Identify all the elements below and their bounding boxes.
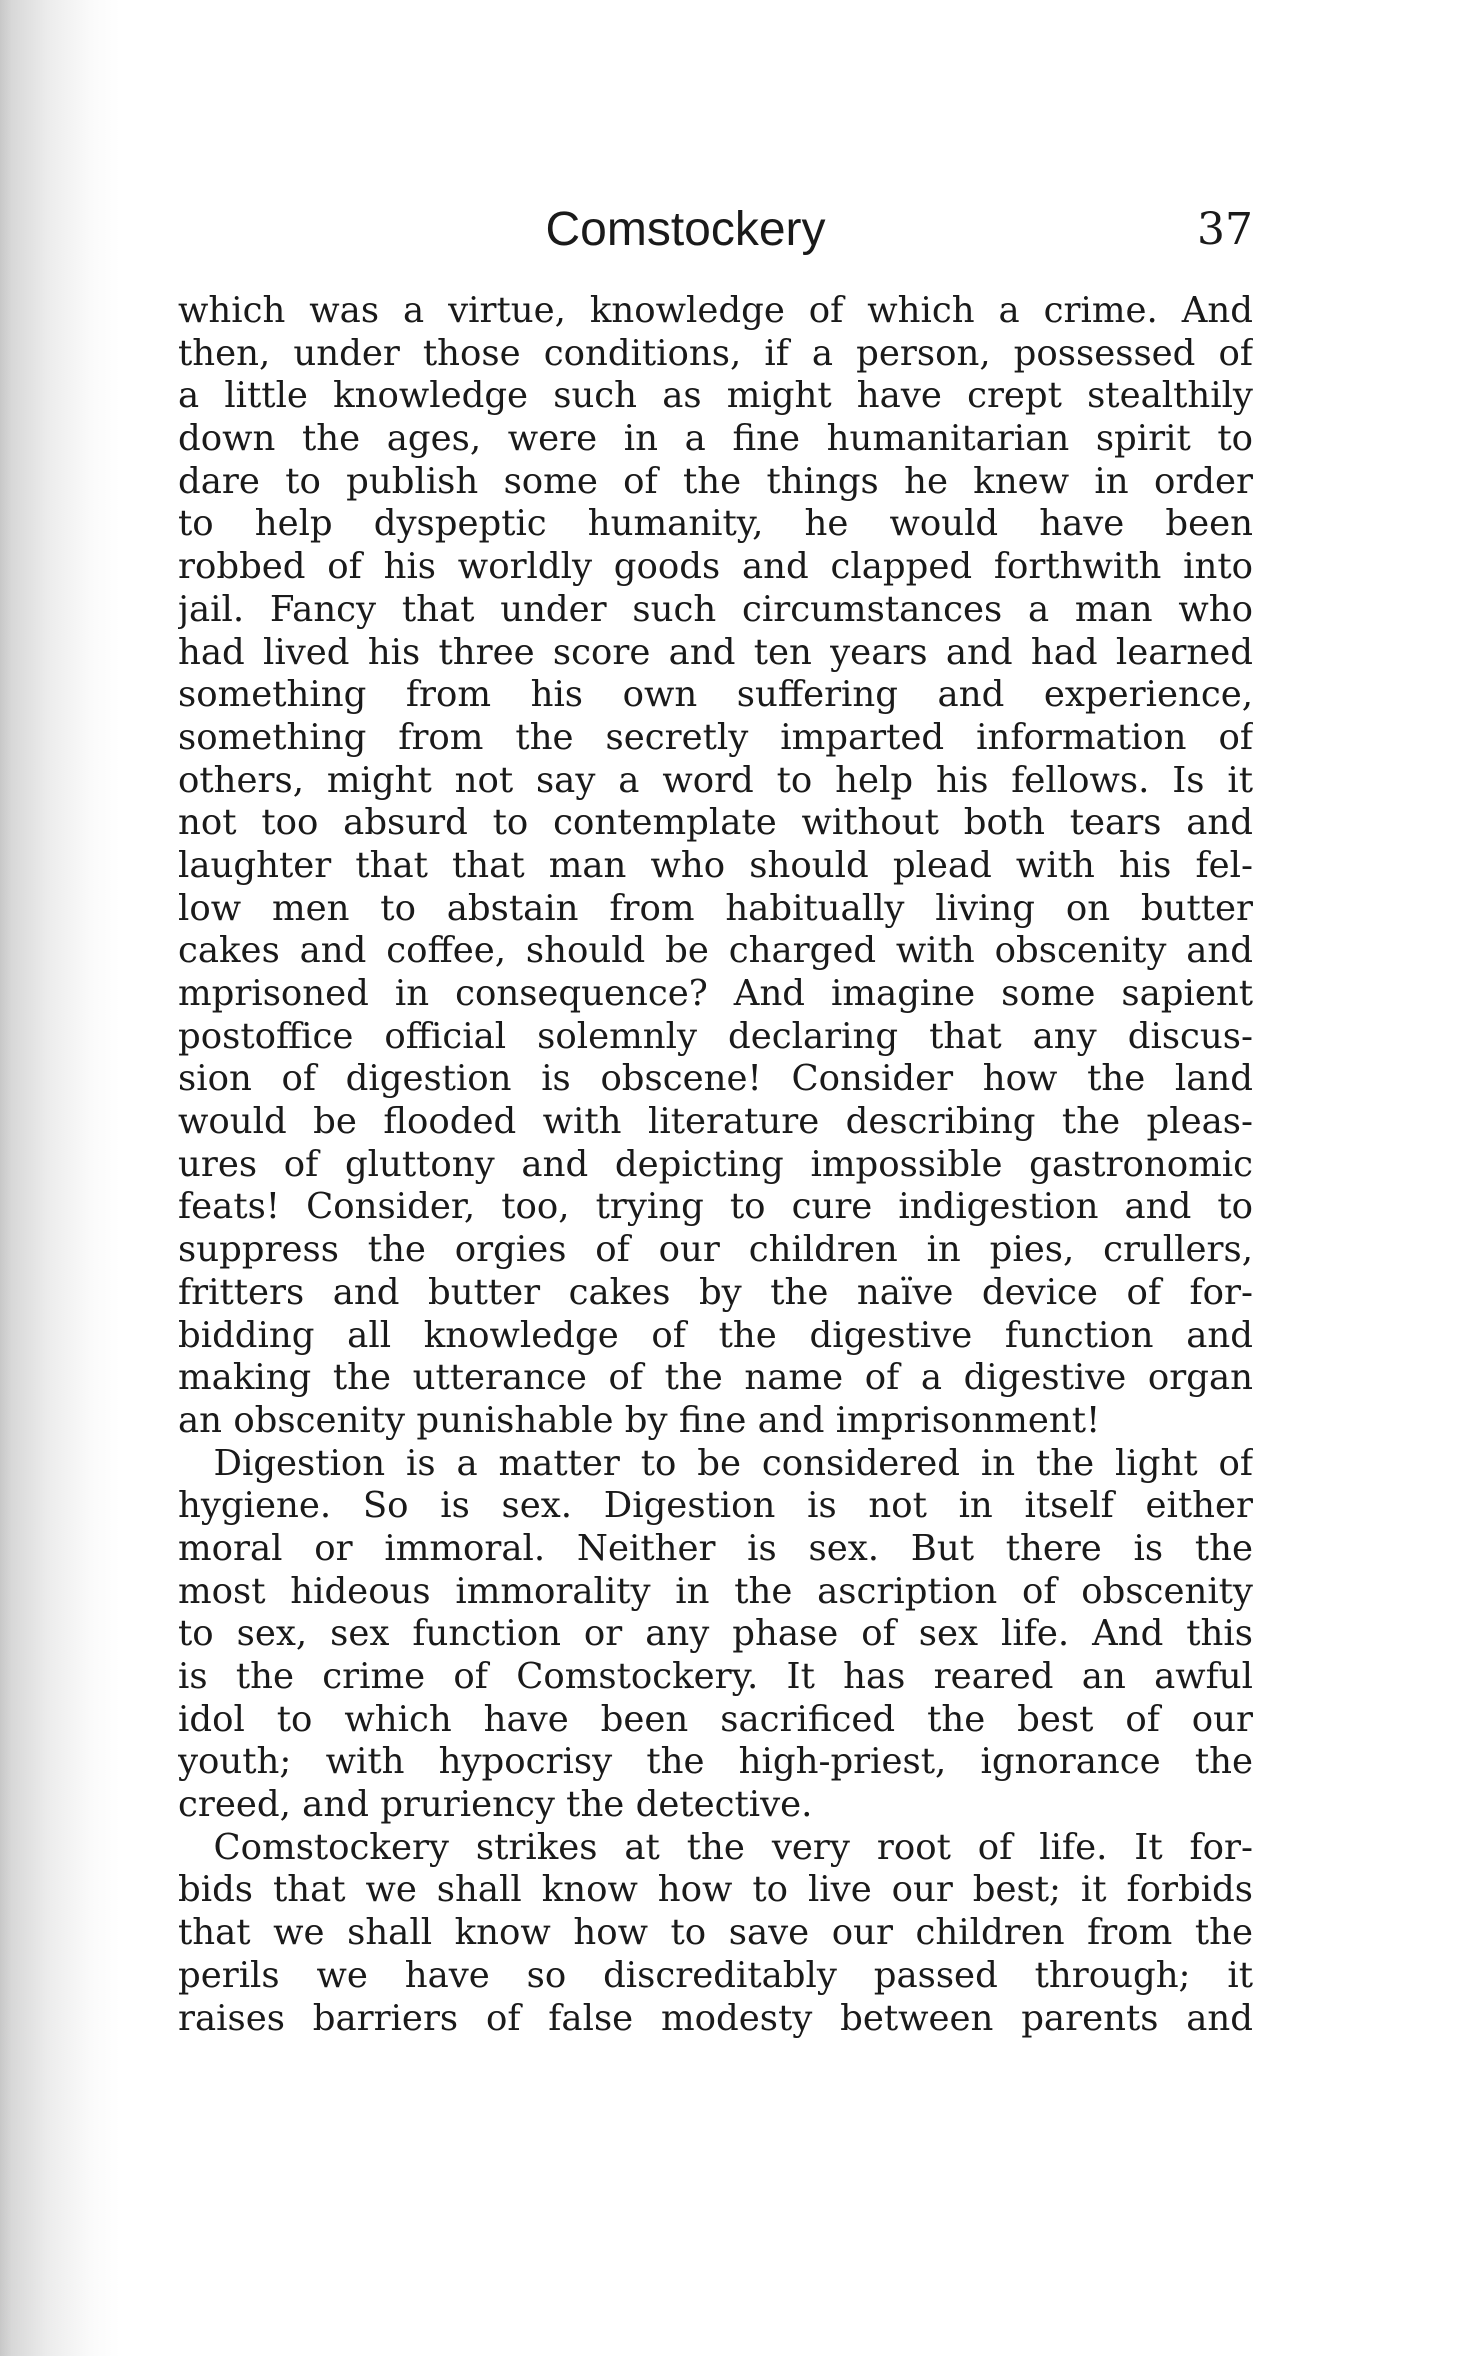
body-text (178, 290, 1253, 2040)
text-line: sion of digestion is obscene! Consider how the land (178, 1058, 1253, 1100)
text-line: to help dyspeptic humanity, he would have been (178, 503, 1253, 545)
text-line: perils we have so discreditably passed through; it (178, 1954, 1253, 1996)
text-line: jail. Fancy that under such circumstances a man who (178, 588, 1253, 630)
running-title: Comstockery (545, 203, 826, 256)
text-line: mprisoned in consequence? And imagine some sapient (178, 973, 1253, 1014)
text-line: raises barriers of false modesty between parents and (178, 1997, 1253, 2039)
text-line: something from his own suffering and experience, (178, 674, 1253, 716)
text-line: making the utterance of the name of a digestive organ (178, 1357, 1253, 1399)
text-line: something from the secretly imparted information of (178, 716, 1253, 758)
text-line: robbed of his worldly goods and clapped forthwith into (178, 546, 1253, 588)
text-line: to sex, sex function or any phase of sex life. And this (178, 1613, 1253, 1655)
text-line: is the crime of Comstockery. It has reared an awful (178, 1656, 1253, 1697)
text-line: feats! Consider, too, trying to cure indigestion and to (178, 1186, 1253, 1228)
text-line: down the ages, were in a fine humanitarian spirit to (178, 418, 1253, 460)
text-line: laughter that that man who should plead with his fel- (178, 844, 1253, 886)
text-line: most hideous immorality in the ascription of obscenity (178, 1570, 1253, 1612)
text-line: youth; with hypocrisy the high-priest, ignorance the (178, 1741, 1253, 1783)
text-line: dare to publish some of the things he knew in order (178, 460, 1253, 502)
text-line: bids that we shall know how to live our best; it forbids (178, 1869, 1253, 1911)
text-line: had lived his three score and ten years and had learned (178, 631, 1253, 673)
text-line: that we shall know how to save our children from the (178, 1912, 1253, 1954)
text-line: then, under those conditions, if a person, possessed of (178, 332, 1253, 374)
text-line: would be flooded with literature describing the pleas- (178, 1101, 1253, 1143)
text-line: a little knowledge such as might have crept stealthily (178, 375, 1253, 417)
text-line: which was a virtue, knowledge of which a crime. And (178, 290, 1253, 331)
text-line: cakes and coffee, should be charged with obscenity and (178, 930, 1253, 972)
text-line: fritters and butter cakes by the naïve device of for- (178, 1271, 1253, 1313)
paragraph-start-line: Comstockery strikes at the very root of life. It for- (178, 1826, 1253, 1868)
text-line: not too absurd to contemplate without both tears and (178, 802, 1253, 844)
page-gutter-shadow (0, 0, 120, 2356)
text-line: hygiene. So is sex. Digestion is not in itself either (178, 1485, 1253, 1527)
text-line: idol to which have been sacrificed the best of our (178, 1698, 1253, 1740)
book-page (178, 200, 1253, 2040)
paragraph-end-line: an obscenity punishable by fine and imprisonment! (178, 1399, 1101, 1441)
paragraph-start-line: Digestion is a matter to be considered in the light of (178, 1442, 1253, 1484)
text-line: suppress the orgies of our children in pies, crullers, (178, 1229, 1253, 1271)
text-line: postoffice official solemnly declaring that any discus- (178, 1015, 1253, 1057)
text-line: moral or immoral. Neither is sex. But there is the (178, 1527, 1253, 1569)
text-line: low men to abstain from habitually living on butter (178, 887, 1253, 929)
text-line: bidding all knowledge of the digestive function and (178, 1314, 1253, 1356)
text-line: ures of gluttony and depicting impossible gastronomic (178, 1143, 1253, 1185)
text-line: others, might not say a word to help his fellows. Is it (178, 759, 1253, 801)
page-header (178, 200, 1253, 270)
page-number: 37 (1197, 204, 1253, 255)
paragraph-end-line: creed, and pruriency the detective. (178, 1784, 813, 1826)
